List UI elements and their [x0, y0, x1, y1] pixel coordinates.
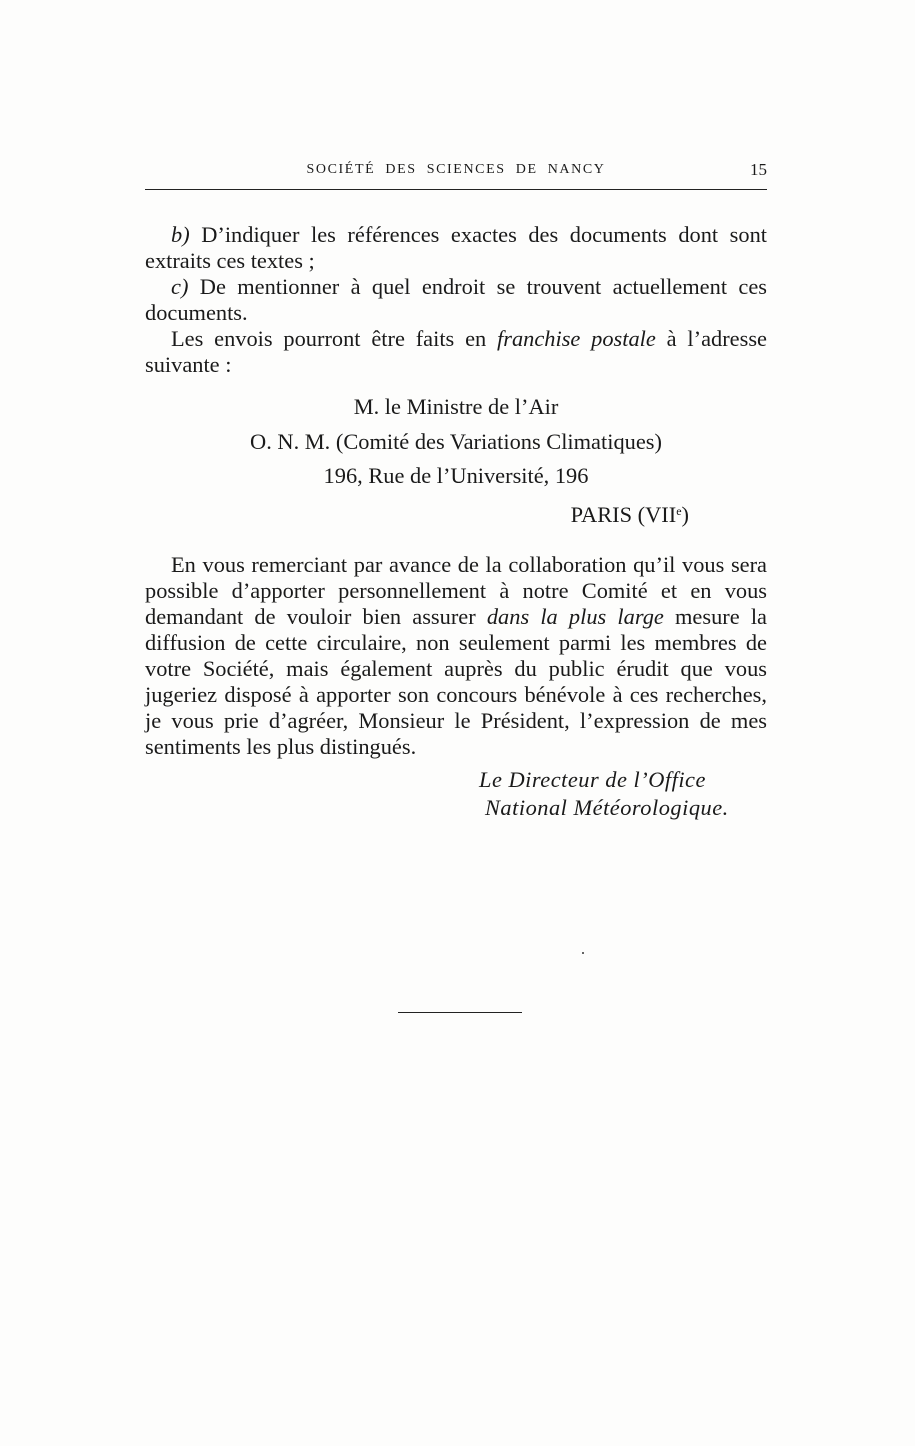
- running-header: [145, 158, 767, 188]
- item-b-marker: b): [171, 222, 190, 247]
- address-line-onm: O. N. M. (Comité des Variations Climatiques): [250, 428, 662, 454]
- address-line-minister: M. le Ministre de l’Air: [353, 394, 559, 419]
- signature-block: [479, 766, 767, 822]
- ink-speck: [582, 952, 584, 954]
- envois-after: à l’adresse suivante :: [145, 326, 767, 377]
- address-city-close: ): [681, 501, 689, 527]
- address-line-city: [145, 494, 767, 533]
- address-block: [145, 390, 767, 532]
- paragraph-item-b: [145, 222, 767, 274]
- address-city-superscript: e: [676, 503, 682, 518]
- running-title: SOCIÉTÉ DES SCIENCES DE NANCY: [306, 162, 606, 177]
- paragraph-item-c: [145, 274, 767, 326]
- paragraph-envois: [145, 326, 767, 378]
- item-b-text: D’indiquer les références exactes des documents dont sont extraits ces textes ;: [145, 222, 767, 273]
- item-c-text: De mentionner à quel endroit se trouvent actuellement ces documents.: [145, 274, 767, 325]
- signature-line-2: National Météorologique.: [485, 795, 729, 820]
- envois-before: Les envois pourront être faits en: [171, 326, 498, 351]
- closing-part2: mesure la diffusion de cette circulaire, non seulement parmi les membres de votre Société, mais également auprès du public érudit que vous jugeriez disposé à apporter son concours bénévole à ces recherches, je vous prie d’agréer, Monsieur le Président, l’expression de mes sentiments les plus distingués.: [145, 604, 767, 759]
- header-rule: [145, 189, 767, 190]
- paragraph-closing: [145, 552, 767, 760]
- signature-line-1: Le Directeur de l’Office: [479, 767, 706, 792]
- envois-emphasis: franchise postale: [497, 326, 656, 351]
- closing-emphasis: dans la plus large: [486, 604, 664, 629]
- closing-part1: En vous remerciant par avance de la collaboration qu’il vous sera possible d’apporter personnellement à notre Comité et en vous demandant de vouloir bien assurer: [145, 552, 767, 629]
- address-line-street: 196, Rue de l’Université, 196: [323, 463, 589, 488]
- body-text: [145, 222, 767, 822]
- end-rule: [398, 1012, 522, 1013]
- item-c-marker: c): [171, 274, 189, 299]
- page-number: 15: [750, 160, 767, 179]
- address-city-name: PARIS (VII: [570, 501, 677, 527]
- spacer: [145, 532, 767, 552]
